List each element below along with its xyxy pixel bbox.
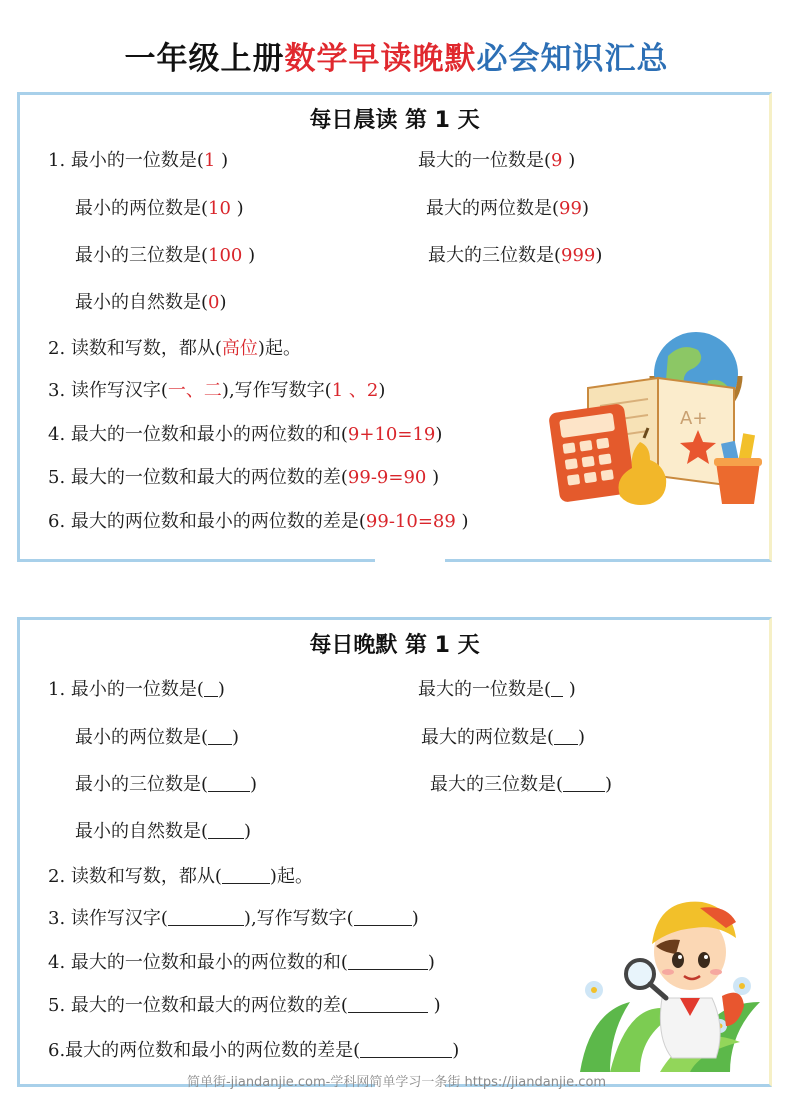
morning-heading: 每日晨读 第 1 天 xyxy=(309,108,480,133)
title-part-3: 必会知识汇总 xyxy=(476,41,669,77)
evening-q1-max-two-digit: 最大的两位数是( ) xyxy=(421,727,586,748)
morning-q1-min-one-digit: 1. 最小的一位数是(1 ) xyxy=(48,150,229,171)
morning-q4: 4. 最大的一位数和最小的两位数的和(9+10=19) xyxy=(48,424,443,445)
morning-q3: 3. 读作写汉字(一、二),写作写数字(1 、2) xyxy=(48,380,386,401)
evening-q1-max-three-digit: 最大的三位数是( ) xyxy=(430,774,613,795)
pencil-cup-icon xyxy=(714,433,762,504)
evening-q6: 6.最大的两位数和最小的两位数的差是( ) xyxy=(48,1040,460,1061)
morning-q1-max-three-digit: 最大的三位数是(999) xyxy=(428,245,603,266)
footer-watermark: 简单街-jiandanjie.com-学科网简单学习一条街 https://jiandanjie.com xyxy=(186,1075,607,1090)
evening-q5: 5. 最大的一位数和最大的两位数的差( ) xyxy=(48,995,441,1016)
title-part-1: 一年级上册 xyxy=(124,41,285,77)
evening-heading: 每日晚默 第 1 天 xyxy=(309,633,480,658)
page-title xyxy=(0,41,793,77)
morning-q6: 6. 最大的两位数和最小的两位数的差是(99-10=89 ) xyxy=(48,511,469,532)
evening-q1-max-one-digit: 最大的一位数是( ) xyxy=(418,679,576,700)
morning-q1-min-two-digit: 最小的两位数是(10 ) xyxy=(75,198,244,219)
morning-q5: 5. 最大的一位数和最大的两位数的差(99-9=90 ) xyxy=(48,467,440,488)
boy-with-magnifier-illustration xyxy=(570,886,770,1072)
morning-q1-min-natural: 最小的自然数是(0) xyxy=(75,292,227,313)
school-supplies-illustration xyxy=(548,326,770,508)
evening-q3: 3. 读作写汉字( ),写作写数字( ) xyxy=(48,908,419,929)
evening-q1-min-two-digit: 最小的两位数是( ) xyxy=(75,727,240,748)
morning-q2: 2. 读数和写数，都从(高位)起。 xyxy=(48,338,301,359)
evening-q1-min-one-digit: 1. 最小的一位数是( ) xyxy=(48,679,225,700)
svg-text:A+: A+ xyxy=(680,408,708,429)
evening-q2: 2. 读数和写数，都从( )起。 xyxy=(48,866,313,887)
evening-q1-min-natural: 最小的自然数是( ) xyxy=(75,821,252,842)
evening-q1-min-three-digit: 最小的三位数是( ) xyxy=(75,774,258,795)
evening-q4: 4. 最大的一位数和最小的两位数的和( ) xyxy=(48,952,435,973)
morning-q1-min-three-digit: 最小的三位数是(100 ) xyxy=(75,245,256,266)
title-part-2: 数学早读晚默 xyxy=(284,41,477,77)
morning-q1-max-two-digit: 最大的两位数是(99) xyxy=(426,198,589,219)
morning-q1-max-one-digit: 最大的一位数是(9 ) xyxy=(418,150,576,171)
